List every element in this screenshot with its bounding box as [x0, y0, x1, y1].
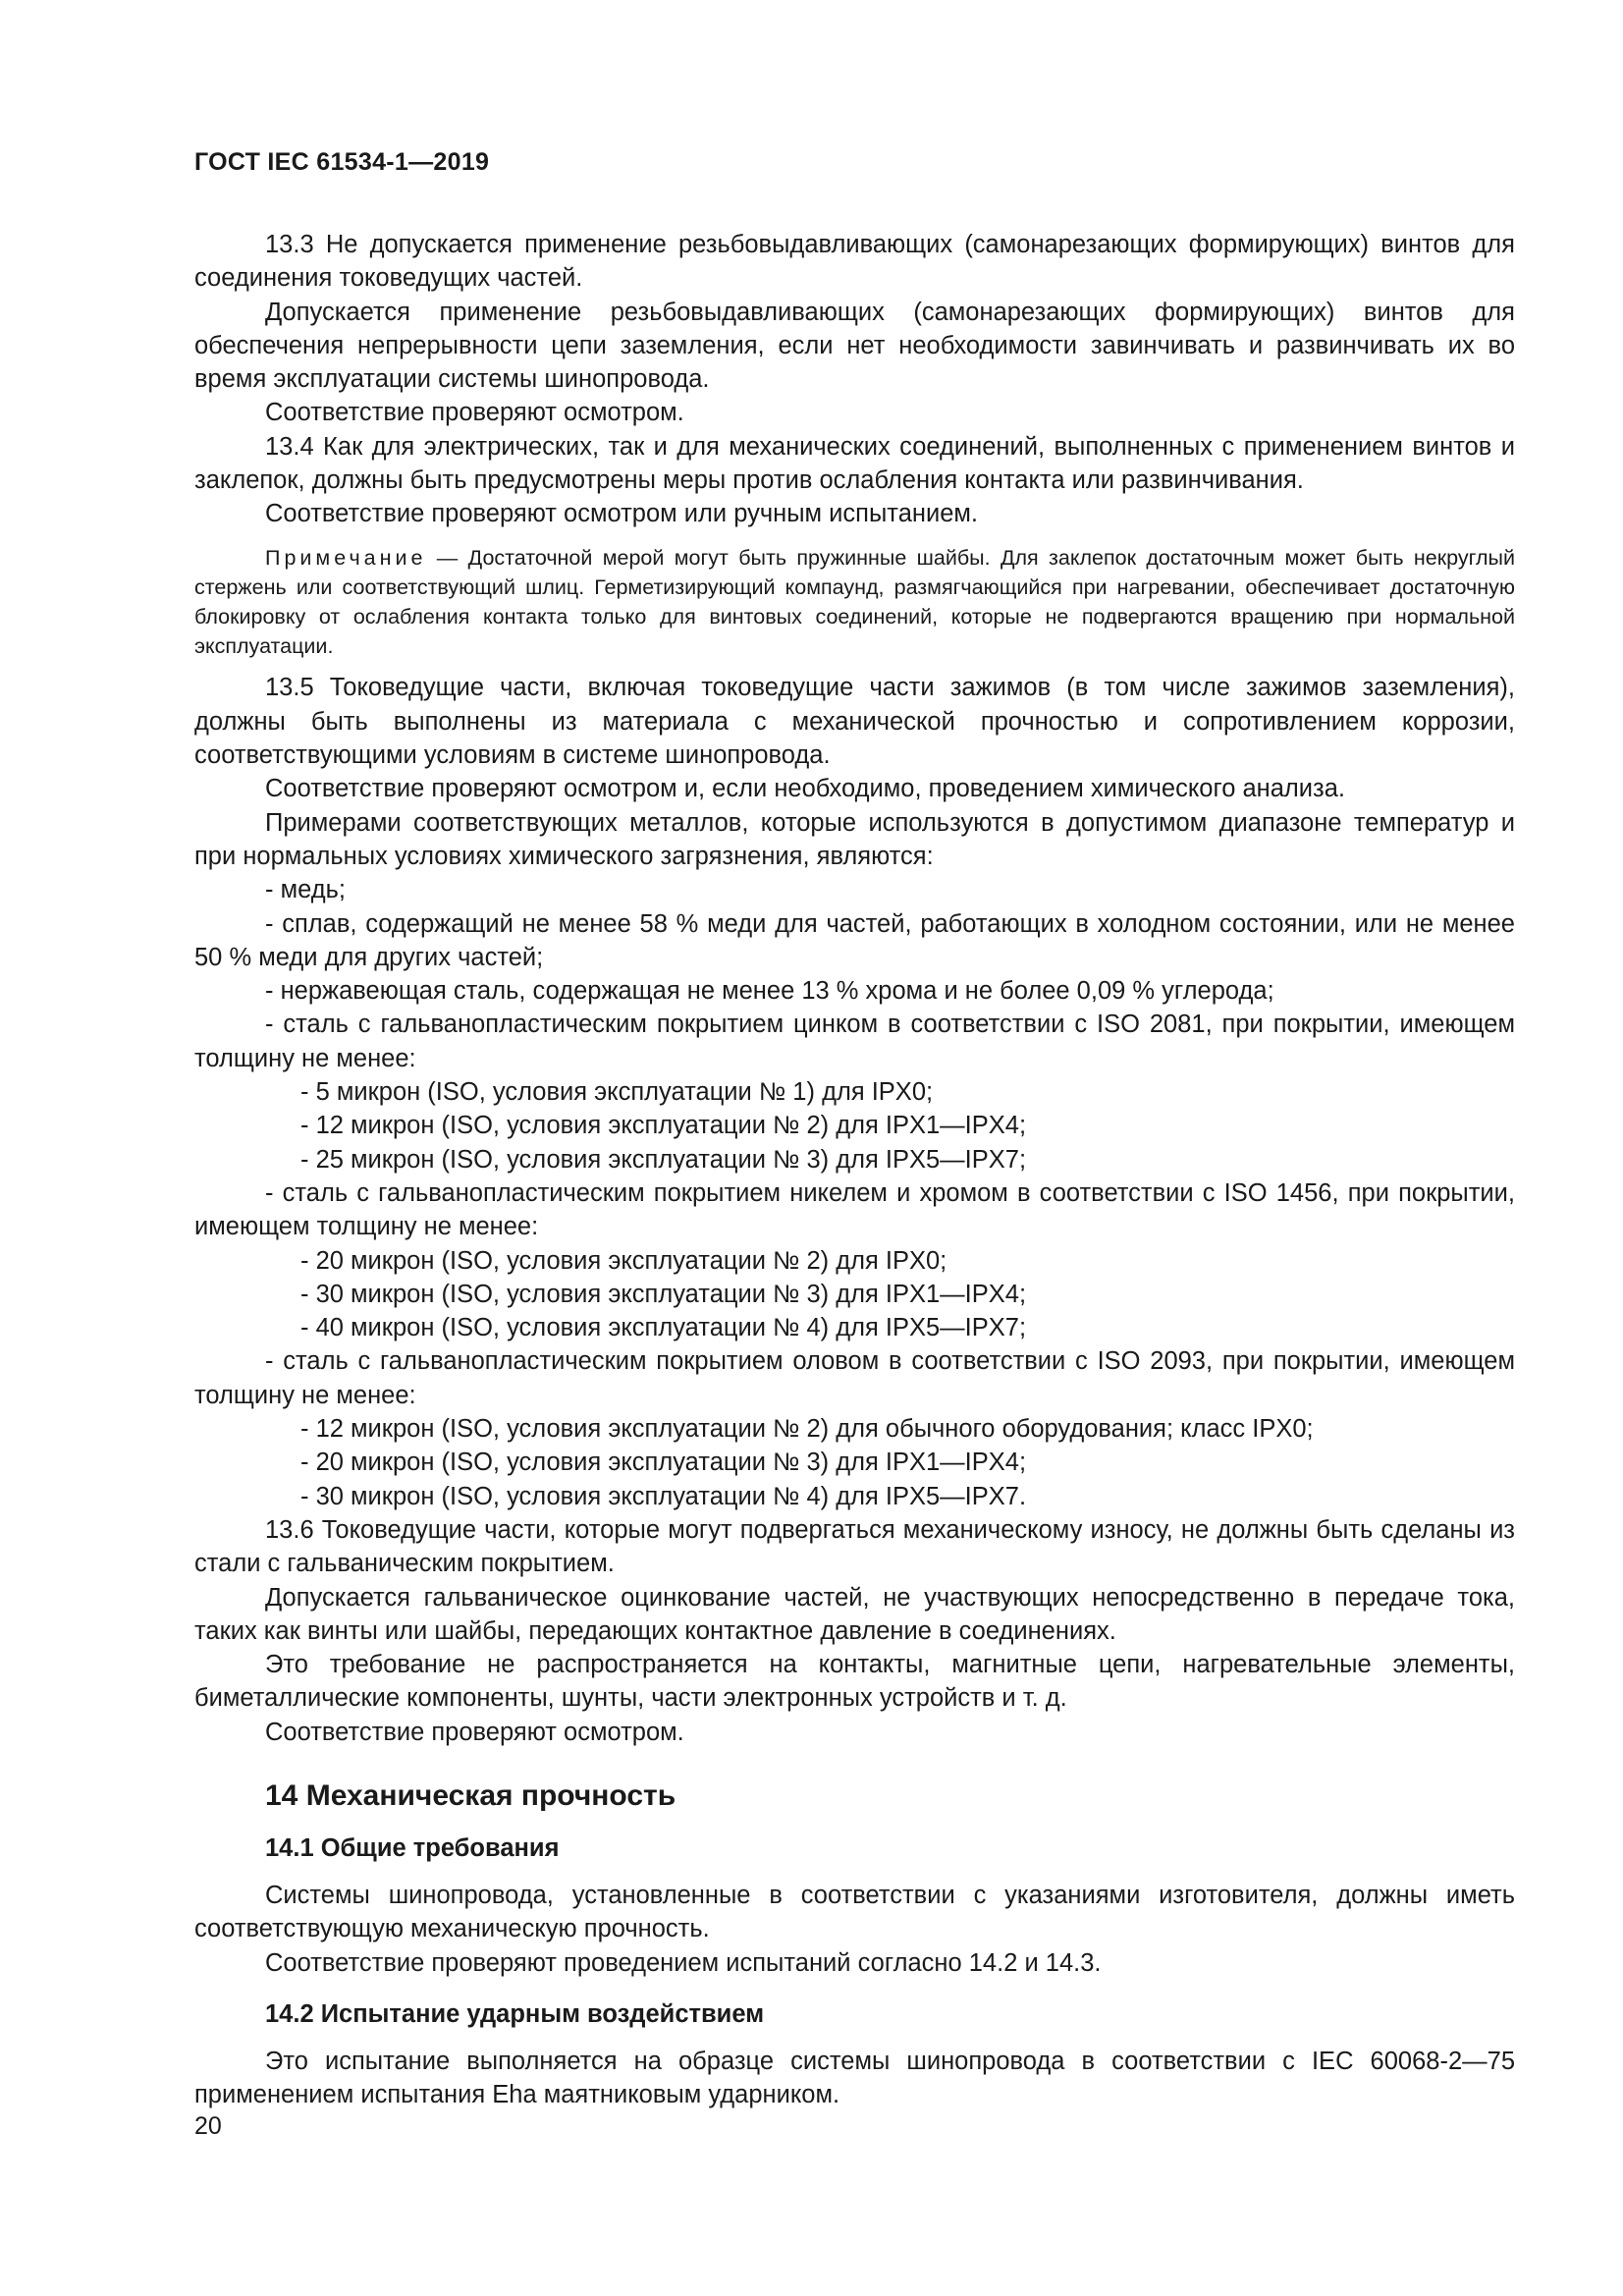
sub-list-item: - 30 микрон (ISO, условия эксплуатации № 3) для IPX1—IPX4;	[300, 1280, 1027, 1308]
compliance-statement: Соответствие проверяют осмотром.	[265, 399, 684, 427]
sub-list-item: - 30 микрон (ISO, условия эксплуатации № 4) для IPX5—IPX7.	[300, 1482, 1027, 1510]
sub-list-item: - 20 микрон (ISO, условия эксплуатации № 3) для IPX1—IPX4;	[300, 1449, 1027, 1477]
note-label: Примечание	[265, 545, 427, 570]
section-14-heading: 14 Механическая прочность	[265, 1778, 676, 1812]
list-item: - сталь с гальванопластическим покрытием никелем и хромом в соответствии с ISO 1456, при покрытии, имеющем толщину не менее:	[194, 1178, 1515, 1241]
compliance-statement: Соответствие проверяют осмотром и, если необходимо, проведением химического анализа.	[265, 775, 1345, 803]
sub-list-item: - 12 микрон (ISO, условия эксплуатации № 2) для IPX1—IPX4;	[300, 1112, 1027, 1140]
paragraph: Системы шинопровода, установленные в соответствии с указаниями изготовителя, должны иметь соответствующую механическую прочность.	[194, 1881, 1515, 1943]
clause-13-3-text: 13.3 Не допускается применение резьбовыдавливающих (самонарезающих формирующих) винтов для соединения токоведущих частей.	[194, 231, 1515, 293]
note	[194, 543, 1515, 662]
clause-13-4-text: 13.4 Как для электрических, так и для механических соединений, выполненных с применением винтов и заклепок, должны быть предусмотрены меры против ослабления контакта или развинчивания.	[194, 432, 1515, 495]
paragraph: Допускается применение резьбовыдавливающих (самонарезающих формирующих) винтов для обеспечения непрерывности цепи заземления, если нет необходимости завинчивать и развинчивать их во время эксплуатации системы шинопровода.	[194, 298, 1515, 394]
paragraph: Допускается гальваническое оцинкование частей, не участвующих непосредственно в передаче тока, таких как винты или шайбы, передающих контактное давление в соединениях.	[194, 1583, 1515, 1645]
sub-list-item: - 25 микрон (ISO, условия эксплуатации № 3) для IPX5—IPX7;	[300, 1145, 1027, 1174]
list-item: - сплав, содержащий не менее 58 % меди для частей, работающих в холодном состоянии, или не менее 50 % меди для других частей;	[194, 909, 1515, 971]
list-item: - нержавеющая сталь, содержащая не менее 13 % хрома и не более 0,09 % углерода;	[265, 977, 1274, 1006]
subsection-14-2-heading: 14.2 Испытание ударным воздействием	[265, 1999, 765, 2028]
note-text: — Достаточной мерой могут быть пружинные шайбы. Для заклепок достаточным может быть некруглый стержень или соответствующий шлиц. Герметизирующий компаунд, размягчающийся при нагревании, обеспечивает достаточную блокировку от ослабления контакта только для винтовых соединений, которые не подвергаются вращению при нормальной эксплуатации.	[194, 545, 1515, 659]
clause-13-5-text: 13.5 Токоведущие части, включая токоведущие части зажимов (в том числе зажимов заземления), должны быть выполнены из материала с механической прочностью и сопротивлением коррозии, соответствующими условиям в системе шинопровода.	[194, 674, 1515, 770]
list-item: - сталь с гальванопластическим покрытием оловом в соответствии с ISO 2093, при покрытии, имеющем толщину не менее:	[194, 1347, 1515, 1409]
list-item: - медь;	[265, 876, 346, 904]
compliance-statement: Соответствие проверяют осмотром или ручным испытанием.	[265, 500, 979, 528]
compliance-statement: Соответствие проверяют проведением испытаний согласно 14.2 и 14.3.	[265, 1948, 1102, 1977]
sub-list-item: - 20 микрон (ISO, условия эксплуатации № 2) для IPX0;	[300, 1246, 947, 1275]
sub-list-item: - 12 микрон (ISO, условия эксплуатации № 2) для обычного оборудования; класс IPX0;	[300, 1415, 1314, 1444]
paragraph: Это испытание выполняется на образце системы шинопровода в соответствии с IEC 60068-2—75 применением испытания Eha маятниковым ударником.	[194, 2047, 1515, 2109]
sub-list-item: - 5 микрон (ISO, условия эксплуатации № 1) для IPX0;	[300, 1078, 934, 1107]
clause-13-6-text: 13.6 Токоведущие части, которые могут подвергаться механическому износу, не должны быть сделаны из стали с гальваническим покрытием.	[194, 1515, 1515, 1578]
list-item: - сталь с гальванопластическим покрытием цинком в соответствии с ISO 2081, при покрытии, имеющем толщину не менее:	[194, 1011, 1515, 1072]
subsection-14-1-heading: 14.1 Общие требования	[265, 1833, 560, 1862]
paragraph: Примерами соответствующих металлов, которые используются в допустимом диапазоне температур и при нормальных условиях химического загрязнения, являются:	[194, 808, 1515, 870]
paragraph: Это требование не распространяется на контакты, магнитные цепи, нагревательные элементы, биметаллические компоненты, шунты, части электронных устройств и т. д.	[194, 1651, 1515, 1713]
sub-list-item: - 40 микрон (ISO, условия эксплуатации № 4) для IPX5—IPX7;	[300, 1314, 1027, 1342]
document-header: ГОСТ IEC 61534-1—2019	[194, 148, 490, 176]
page-number: 20	[194, 2112, 222, 2140]
document-page	[194, 147, 1515, 2210]
compliance-statement: Соответствие проверяют осмотром.	[265, 1718, 684, 1746]
